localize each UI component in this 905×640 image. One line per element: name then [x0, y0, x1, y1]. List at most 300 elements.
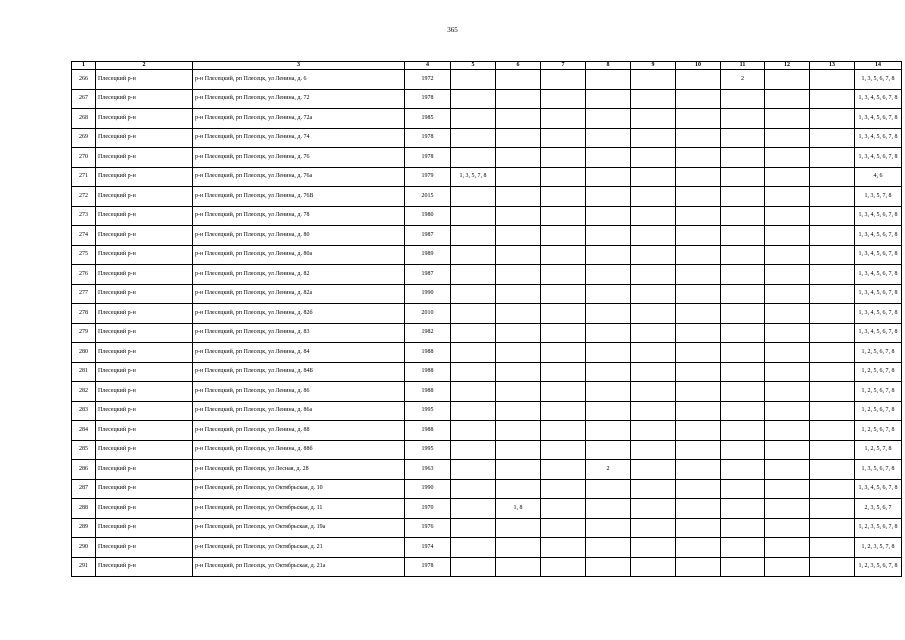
cell-c14: 1, 3, 4, 5, 6, 7, 8 — [855, 284, 902, 304]
cell-c12 — [765, 479, 810, 499]
cell-c5: 1, 3, 5, 7, 8 — [451, 167, 496, 187]
cell-c11 — [721, 245, 765, 265]
cell-c12 — [765, 265, 810, 285]
cell-c2: Плесецкий р-н — [96, 343, 193, 363]
cell-c6 — [496, 382, 541, 402]
cell-c12 — [765, 245, 810, 265]
cell-c3: р-н Плесецкий, рп Плесецк, ул Ленина, д. 83 — [193, 323, 405, 343]
cell-c2: Плесецкий р-н — [96, 128, 193, 148]
cell-c11 — [721, 538, 765, 558]
cell-c9 — [631, 89, 676, 109]
cell-c7 — [541, 304, 586, 324]
cell-c10 — [676, 401, 721, 421]
table-row — [72, 187, 902, 207]
cell-c9 — [631, 421, 676, 441]
cell-c6 — [496, 421, 541, 441]
cell-c11 — [721, 557, 765, 577]
cell-c11 — [721, 187, 765, 207]
cell-c12 — [765, 382, 810, 402]
cell-c12 — [765, 440, 810, 460]
cell-c6 — [496, 304, 541, 324]
cell-c12 — [765, 421, 810, 441]
cell-num: 276 — [72, 265, 96, 285]
cell-c7 — [541, 421, 586, 441]
cell-c10 — [676, 538, 721, 558]
cell-c6 — [496, 89, 541, 109]
cell-num: 268 — [72, 109, 96, 129]
cell-c12 — [765, 557, 810, 577]
table-row — [72, 89, 902, 109]
cell-c4: 1987 — [405, 265, 451, 285]
cell-c11 — [721, 304, 765, 324]
cell-num: 278 — [72, 304, 96, 324]
table-row — [72, 557, 902, 577]
cell-c2: Плесецкий р-н — [96, 226, 193, 246]
cell-c8 — [586, 128, 631, 148]
cell-c3: р-н Плесецкий, рп Плесецк, ул Ленина, д. 82б — [193, 304, 405, 324]
cell-c4: 1982 — [405, 323, 451, 343]
cell-c10 — [676, 284, 721, 304]
cell-c5 — [451, 206, 496, 226]
cell-c12 — [765, 167, 810, 187]
cell-c5 — [451, 343, 496, 363]
cell-c13 — [810, 70, 855, 90]
cell-c7 — [541, 343, 586, 363]
cell-c13 — [810, 440, 855, 460]
cell-num: 266 — [72, 70, 96, 90]
cell-c12 — [765, 460, 810, 480]
table-row — [72, 148, 902, 168]
cell-c11 — [721, 362, 765, 382]
column-header-10: 10 — [676, 62, 721, 70]
table-row — [72, 304, 902, 324]
column-header-8: 8 — [586, 62, 631, 70]
cell-num: 267 — [72, 89, 96, 109]
column-header-4: 4 — [405, 62, 451, 70]
cell-c6 — [496, 70, 541, 90]
cell-c5 — [451, 265, 496, 285]
table-body — [72, 70, 902, 577]
cell-c2: Плесецкий р-н — [96, 421, 193, 441]
cell-c7 — [541, 382, 586, 402]
cell-c6 — [496, 187, 541, 207]
column-header-1: 1 — [72, 62, 96, 70]
cell-c13 — [810, 304, 855, 324]
cell-c9 — [631, 518, 676, 538]
cell-c14: 1, 2, 3, 5, 6, 7, 8 — [855, 557, 902, 577]
cell-c9 — [631, 538, 676, 558]
cell-c7 — [541, 479, 586, 499]
cell-c5 — [451, 538, 496, 558]
cell-c2: Плесецкий р-н — [96, 265, 193, 285]
cell-c2: Плесецкий р-н — [96, 499, 193, 519]
cell-c13 — [810, 518, 855, 538]
table-row — [72, 265, 902, 285]
cell-c13 — [810, 206, 855, 226]
cell-c2: Плесецкий р-н — [96, 148, 193, 168]
cell-c3: р-н Плесецкий, рп Плесецк, ул Ленина, д. 80 — [193, 226, 405, 246]
cell-c10 — [676, 343, 721, 363]
cell-c5 — [451, 518, 496, 538]
cell-c2: Плесецкий р-н — [96, 167, 193, 187]
cell-c14: 1, 2, 3, 5, 7, 8 — [855, 538, 902, 558]
cell-c3: р-н Плесецкий, рп Плесецк, ул Ленина, д. 84Б — [193, 362, 405, 382]
cell-c4: 2015 — [405, 187, 451, 207]
cell-c13 — [810, 109, 855, 129]
cell-c13 — [810, 167, 855, 187]
cell-c3: р-н Плесецкий, рп Плесецк, ул Ленина, д. 74 — [193, 128, 405, 148]
cell-c11 — [721, 382, 765, 402]
column-header-7: 7 — [541, 62, 586, 70]
cell-num: 272 — [72, 187, 96, 207]
cell-num: 271 — [72, 167, 96, 187]
cell-c2: Плесецкий р-н — [96, 206, 193, 226]
cell-c6 — [496, 167, 541, 187]
cell-c8 — [586, 557, 631, 577]
cell-c7 — [541, 538, 586, 558]
cell-c3: р-н Плесецкий, рп Плесецк, ул Октябрьская, д. 10 — [193, 479, 405, 499]
cell-c12 — [765, 538, 810, 558]
cell-c3: р-н Плесецкий, рп Плесецк, ул Ленина, д. 84 — [193, 343, 405, 363]
cell-c2: Плесецкий р-н — [96, 538, 193, 558]
cell-c3: р-н Плесецкий, рп Плесецк, ул Октябрьская, д. 11 — [193, 499, 405, 519]
column-header-12: 12 — [765, 62, 810, 70]
cell-c9 — [631, 148, 676, 168]
cell-c9 — [631, 440, 676, 460]
cell-c5 — [451, 460, 496, 480]
cell-c5 — [451, 304, 496, 324]
cell-c7 — [541, 206, 586, 226]
cell-c4: 1988 — [405, 421, 451, 441]
cell-c14: 1, 2, 5, 6, 7, 8 — [855, 362, 902, 382]
cell-num: 284 — [72, 421, 96, 441]
cell-c3: р-н Плесецкий, рп Плесецк, ул Октябрьская, д. 21 — [193, 538, 405, 558]
table-row — [72, 206, 902, 226]
cell-num: 270 — [72, 148, 96, 168]
cell-c6 — [496, 440, 541, 460]
cell-c13 — [810, 89, 855, 109]
cell-c3: р-н Плесецкий, рп Плесецк, ул Ленина, д. 86 — [193, 382, 405, 402]
cell-c11 — [721, 343, 765, 363]
cell-c13 — [810, 245, 855, 265]
cell-c14: 4, 6 — [855, 167, 902, 187]
cell-c6 — [496, 128, 541, 148]
cell-c10 — [676, 226, 721, 246]
cell-c12 — [765, 518, 810, 538]
cell-c2: Плесецкий р-н — [96, 187, 193, 207]
cell-c7 — [541, 362, 586, 382]
cell-c9 — [631, 226, 676, 246]
cell-c14: 1, 2, 5, 6, 7, 8 — [855, 343, 902, 363]
cell-c6 — [496, 284, 541, 304]
cell-c2: Плесецкий р-н — [96, 245, 193, 265]
cell-c2: Плесецкий р-н — [96, 440, 193, 460]
table-row — [72, 226, 902, 246]
cell-c14: 1, 3, 4, 5, 6, 7, 8 — [855, 89, 902, 109]
cell-c12 — [765, 70, 810, 90]
cell-c10 — [676, 499, 721, 519]
cell-c8 — [586, 499, 631, 519]
cell-c3: р-н Плесецкий, рп Плесецк, ул Ленина, д. 72а — [193, 109, 405, 129]
cell-c13 — [810, 460, 855, 480]
cell-c10 — [676, 167, 721, 187]
cell-c9 — [631, 187, 676, 207]
cell-c4: 1987 — [405, 226, 451, 246]
cell-c10 — [676, 362, 721, 382]
cell-num: 289 — [72, 518, 96, 538]
cell-num: 287 — [72, 479, 96, 499]
cell-c11 — [721, 109, 765, 129]
cell-c8 — [586, 245, 631, 265]
table-row — [72, 460, 902, 480]
cell-c14: 1, 3, 4, 5, 6, 7, 8 — [855, 148, 902, 168]
cell-c3: р-н Плесецкий, рп Плесецк, ул Ленина, д. 76 — [193, 148, 405, 168]
cell-c14: 1, 3, 4, 5, 6, 7, 8 — [855, 226, 902, 246]
cell-c6 — [496, 518, 541, 538]
cell-c2: Плесецкий р-н — [96, 284, 193, 304]
cell-c3: р-н Плесецкий, рп Плесецк, ул Ленина, д. 88б — [193, 440, 405, 460]
cell-num: 281 — [72, 362, 96, 382]
cell-c8 — [586, 167, 631, 187]
cell-c11 — [721, 440, 765, 460]
table-row — [72, 362, 902, 382]
cell-c3: р-н Плесецкий, рп Плесецк, ул Ленина, д. 82 — [193, 265, 405, 285]
cell-c7 — [541, 148, 586, 168]
cell-c13 — [810, 479, 855, 499]
cell-c5 — [451, 440, 496, 460]
table-row — [72, 479, 902, 499]
cell-c5 — [451, 226, 496, 246]
cell-c11 — [721, 479, 765, 499]
cell-c7 — [541, 557, 586, 577]
cell-c4: 1963 — [405, 460, 451, 480]
cell-c7 — [541, 128, 586, 148]
cell-c3: р-н Плесецкий, рп Плесецк, ул Ленина, д. 72 — [193, 89, 405, 109]
cell-c4: 1978 — [405, 557, 451, 577]
cell-c12 — [765, 187, 810, 207]
cell-c10 — [676, 323, 721, 343]
cell-c7 — [541, 265, 586, 285]
cell-c4: 1972 — [405, 70, 451, 90]
cell-c11 — [721, 460, 765, 480]
table-row — [72, 421, 902, 441]
cell-c8 — [586, 70, 631, 90]
cell-c8 — [586, 518, 631, 538]
cell-c6 — [496, 479, 541, 499]
cell-c10 — [676, 245, 721, 265]
cell-c11 — [721, 401, 765, 421]
header-row — [72, 62, 902, 70]
cell-c5 — [451, 128, 496, 148]
cell-c7 — [541, 499, 586, 519]
cell-c12 — [765, 148, 810, 168]
cell-c10 — [676, 109, 721, 129]
cell-c2: Плесецкий р-н — [96, 89, 193, 109]
cell-c7 — [541, 187, 586, 207]
cell-num: 288 — [72, 499, 96, 519]
cell-c8 — [586, 304, 631, 324]
cell-c12 — [765, 304, 810, 324]
cell-c8 — [586, 440, 631, 460]
cell-c13 — [810, 284, 855, 304]
cell-c7 — [541, 226, 586, 246]
cell-c14: 1, 3, 5, 6, 7, 8 — [855, 460, 902, 480]
cell-c12 — [765, 206, 810, 226]
cell-c7 — [541, 440, 586, 460]
cell-c8 — [586, 226, 631, 246]
cell-c14: 1, 2, 5, 7, 8 — [855, 440, 902, 460]
cell-c11: 2 — [721, 70, 765, 90]
cell-c2: Плесецкий р-н — [96, 362, 193, 382]
cell-c9 — [631, 167, 676, 187]
cell-c7 — [541, 401, 586, 421]
cell-c2: Плесецкий р-н — [96, 382, 193, 402]
cell-c10 — [676, 440, 721, 460]
cell-c11 — [721, 499, 765, 519]
cell-num: 280 — [72, 343, 96, 363]
cell-c9 — [631, 343, 676, 363]
cell-num: 275 — [72, 245, 96, 265]
cell-c4: 1974 — [405, 538, 451, 558]
cell-num: 279 — [72, 323, 96, 343]
table-row — [72, 401, 902, 421]
cell-c13 — [810, 226, 855, 246]
cell-c5 — [451, 382, 496, 402]
cell-c14: 1, 3, 4, 5, 6, 7, 8 — [855, 265, 902, 285]
cell-c4: 1988 — [405, 343, 451, 363]
table-row — [72, 323, 902, 343]
cell-c13 — [810, 557, 855, 577]
cell-c14: 1, 2, 3, 5, 6, 7, 8 — [855, 518, 902, 538]
cell-c3: р-н Плесецкий, рп Плесецк, ул Ленина, д. 76а — [193, 167, 405, 187]
cell-c7 — [541, 323, 586, 343]
cell-c4: 1989 — [405, 245, 451, 265]
cell-c5 — [451, 421, 496, 441]
cell-c11 — [721, 226, 765, 246]
cell-c7 — [541, 167, 586, 187]
cell-c11 — [721, 284, 765, 304]
cell-num: 277 — [72, 284, 96, 304]
cell-c8 — [586, 187, 631, 207]
cell-c4: 1985 — [405, 109, 451, 129]
cell-c13 — [810, 538, 855, 558]
cell-c5 — [451, 245, 496, 265]
cell-c9 — [631, 70, 676, 90]
cell-c8 — [586, 343, 631, 363]
cell-c11 — [721, 167, 765, 187]
cell-c14: 2, 3, 5, 6, 7 — [855, 499, 902, 519]
cell-c7 — [541, 284, 586, 304]
cell-c10 — [676, 70, 721, 90]
table-row — [72, 128, 902, 148]
cell-c10 — [676, 421, 721, 441]
cell-num: 274 — [72, 226, 96, 246]
cell-c9 — [631, 265, 676, 285]
cell-c2: Плесецкий р-н — [96, 323, 193, 343]
cell-c8 — [586, 109, 631, 129]
cell-c3: р-н Плесецкий, рп Плесецк, ул Ленина, д. 88 — [193, 421, 405, 441]
cell-c3: р-н Плесецкий, рп Плесецк, ул Ленина, д. 6 — [193, 70, 405, 90]
table-row — [72, 538, 902, 558]
cell-c13 — [810, 382, 855, 402]
cell-c6 — [496, 245, 541, 265]
table-row — [72, 499, 902, 519]
cell-c13 — [810, 421, 855, 441]
cell-c11 — [721, 89, 765, 109]
cell-c8 — [586, 206, 631, 226]
cell-c3: р-н Плесецкий, рп Плесецк, ул Ленина, д. 78 — [193, 206, 405, 226]
cell-c14: 1, 3, 5, 7, 8 — [855, 187, 902, 207]
cell-num: 273 — [72, 206, 96, 226]
cell-c4: 1978 — [405, 148, 451, 168]
cell-c8 — [586, 362, 631, 382]
cell-c10 — [676, 479, 721, 499]
cell-c10 — [676, 460, 721, 480]
cell-c10 — [676, 148, 721, 168]
cell-c4: 1980 — [405, 206, 451, 226]
cell-c9 — [631, 109, 676, 129]
cell-c9 — [631, 284, 676, 304]
cell-c5 — [451, 187, 496, 207]
cell-c14: 1, 3, 4, 5, 6, 7, 8 — [855, 245, 902, 265]
cell-c9 — [631, 323, 676, 343]
cell-c2: Плесецкий р-н — [96, 70, 193, 90]
cell-c10 — [676, 128, 721, 148]
cell-c6 — [496, 109, 541, 129]
cell-c12 — [765, 499, 810, 519]
cell-c6: 1, 8 — [496, 499, 541, 519]
cell-c12 — [765, 362, 810, 382]
table-row — [72, 440, 902, 460]
cell-c9 — [631, 206, 676, 226]
cell-c14: 1, 2, 5, 6, 7, 8 — [855, 421, 902, 441]
cell-c13 — [810, 499, 855, 519]
cell-c2: Плесецкий р-н — [96, 518, 193, 538]
cell-c13 — [810, 323, 855, 343]
cell-num: 283 — [72, 401, 96, 421]
cell-c13 — [810, 187, 855, 207]
table-row — [72, 70, 902, 90]
cell-c6 — [496, 265, 541, 285]
cell-c8: 2 — [586, 460, 631, 480]
cell-c11 — [721, 148, 765, 168]
column-header-2: 2 — [96, 62, 193, 70]
cell-c12 — [765, 284, 810, 304]
cell-c13 — [810, 343, 855, 363]
cell-c6 — [496, 557, 541, 577]
cell-c4: 1995 — [405, 440, 451, 460]
table-row — [72, 518, 902, 538]
cell-c5 — [451, 70, 496, 90]
cell-c3: р-н Плесецкий, рп Плесецк, ул Октябрьская, д. 19а — [193, 518, 405, 538]
cell-c7 — [541, 460, 586, 480]
cell-c13 — [810, 128, 855, 148]
cell-c2: Плесецкий р-н — [96, 557, 193, 577]
cell-c12 — [765, 128, 810, 148]
cell-c8 — [586, 284, 631, 304]
registry-table — [71, 61, 902, 577]
cell-c13 — [810, 401, 855, 421]
cell-c4: 1976 — [405, 518, 451, 538]
cell-num: 291 — [72, 557, 96, 577]
cell-c10 — [676, 187, 721, 207]
table-row — [72, 167, 902, 187]
column-header-13: 13 — [810, 62, 855, 70]
cell-c5 — [451, 499, 496, 519]
cell-c2: Плесецкий р-н — [96, 479, 193, 499]
cell-c11 — [721, 265, 765, 285]
cell-c10 — [676, 382, 721, 402]
